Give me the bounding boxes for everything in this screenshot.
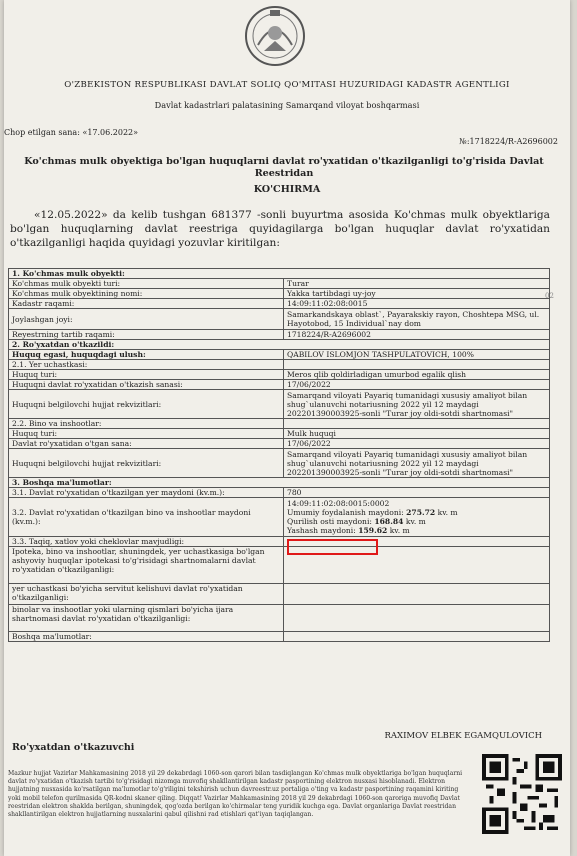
table-row: Joylashgan joyi: Samarkandskaya oblast`, Payarakskiy rayon, Choshtepa MSG, ul. Hayotobod, 15 Individual`nay dom (9, 309, 550, 330)
built-area-line: Qurilish osti maydoni: 168.84 kv. m (287, 517, 426, 526)
table-row: yer uchastkasi bo'yicha servitut kelishuvi davlat ro'yxatidan o'tkazilganligi: (9, 584, 550, 605)
table-row: Kadastr raqami: 14:09:11:02:08:0015 (9, 299, 550, 309)
table-row: Ko'chmas mulk obyektining nomi: Yakka tartibdagi uy-joy (9, 289, 550, 299)
table-row: Reyestrning tartib raqami: 1718224/R-A2696002 (9, 330, 550, 340)
useful-area-line: Umumiy foydalanish maydoni: 275.72 kv. m (287, 508, 458, 517)
print-date: Chop etilgan sana: «17.06.2022» (4, 128, 139, 137)
state-emblem-icon (244, 5, 306, 67)
section-heading: 3. Boshqa ma'lumotlar: (9, 478, 550, 488)
qr-code-icon (482, 753, 562, 835)
section-heading: 2. Ro'yxatdan o'tkazildi: (9, 340, 550, 350)
table-row: Ko'chmas mulk obyekti turi: Turar (9, 279, 550, 289)
table-row: Huquqni belgilovchi hujjat rekvizitlari: Samarqand viloyati Payariq tumanidagi xususiy amaliyot bilan shug`ulanuvchi notariusning 2022 yil 12 maydagi 202201390003925-sonli "Turar joy oldi-sotdi shartnomasi" (9, 449, 550, 478)
table-row: Davlat ro'yxatidan o'tgan sana: 17/06/2022 (9, 439, 550, 449)
land-area-value: 780 (284, 488, 550, 498)
document-sheet (4, 0, 570, 856)
document-subtitle: KO'CHIRMA (253, 184, 321, 195)
table-row: 2.2. Bino va inshootlar: (9, 419, 550, 429)
table-row: Huquq turi: Mulk huquqi (9, 429, 550, 439)
registry-table (8, 268, 550, 642)
table-row: Boshqa ma'lumotlar: (9, 632, 550, 642)
table-row: 3.2. Davlat ro'yxatidan o'tkazilgan bino va inshootlar maydoni (kv.m.): 14:09:11:02:08:0015:0002 Umumiy foydalanish maydoni: 275.72 kv. m Qurilish osti maydoni: 168.84 kv. m Yashash maydoni: 159.62 kv. m (9, 498, 550, 537)
document-number: №:1718224/R-A2696002 (459, 137, 558, 146)
page-mark: 02 (545, 292, 554, 300)
table-row: 3.1. Davlat ro'yxatidan o'tkazilgan yer maydoni (kv.m.): 780 (9, 488, 550, 498)
agency-name: O'ZBEKISTON RESPUBLIKASI DAVLAT SOLIQ QO'MITASI HUZURIDAGI KADASTR AGENTLIGI (64, 80, 510, 90)
table-row: Huquq turi: Meros qlib qoldirladigan umurbod egalik qlish (9, 370, 550, 380)
registrar-name: RAXIMOV ELBEK EGAMQULOVICH (384, 731, 542, 741)
footnote: Mazkur hujjat Vazirlar Mahkamasining 2018 yil 29 dekabrdagi 1060-son qarori bilan tasdiqlangan Ko'chmas mulk obyektlariga bo'lgan huquqlarni davlat ro'yxatidan o'tkazish tartibi to'g'risidagi nizomga muvofiq shakllantirilgan kadastr pasportining elektron nusxasi hisoblanadi. Elektron hujjatning nusxasida ko'rsatilgan ma'lumotlar to'g'riligini tekshirish uchun davreestr.uz portaliga o'ting va kadastr pasportining raqamini kiriting yoki mobil telefon qurilmasida QR-kodni skaner qiling. Diqqat! Vazirlar Mahkamasining 2018 yil 29 dekabrdagi 1060-son qaroriga muvofiq Davlat reestridan elektron shaklda berilgan, shuningdek, qog'ozda berilgan ko'chirmalar teng yuridik kuchga ega. Davlat organlariga Davlat reestridan shakllantirilgan elektron hujjatlarning nusxalarini qabul qilishni rad etishlari qat'iyan taqiqlangan. (8, 770, 463, 819)
intro-paragraph: «12.05.2022» da kelib tushgan 681377 -sonli buyurtma asosida Ko'chmas mulk obyektlariga bo'lgan huquqlarning davlat reestriga quyidagilarga bo'lgan huquqlar davlat ro'yxatidan o'tkazilganligi haqida quyidagi yozuvlar kiritilgan: (10, 209, 550, 249)
table-row: Huquqni davlat ro'yxatidan o'tkazish sanasi: 17/06/2022 (9, 380, 550, 390)
document-title: Ko'chmas mulk obyektiga bo'lgan huquqlarni davlat ro'yxatidan o'tkazilganligi to'g'risida Davlat Reestridan (24, 156, 544, 179)
table-row: Huquqni belgilovchi hujjat rekvizitlari: Samarqand viloyati Payariq tumanidagi xususiy amaliyot bilan shug`ulanuvchi notariusning 2022 yil 12 maydagi 202201390003925-sonli "Turar joy oldi-sotdi shartnomasi" (9, 390, 550, 419)
chamber-name: Davlat kadastrlari palatasining Samarqand viloyat boshqarmasi (154, 100, 420, 110)
table-row: binolar va inshootlar yoki ularning qismlari bo'yicha ijara shartnomasi davlat ro'yxatidan o'tkazilganligi: (9, 605, 550, 632)
building-code: 14:09:11:02:08:0015:0002 (287, 499, 390, 508)
table-row: Ipoteka, bino va inshootlar, shuningdek, yer uchastkasiga bo'lgan ashyoviy huquqlar ipotekasi to'g'risidagi shartnomalarni davlat ro'yxatidan o'tkazilganligi: (9, 547, 550, 584)
section-heading: 1. Ko'chmas mulk obyekti: (9, 269, 550, 279)
table-row: 2.1. Yer uchastkasi: (9, 360, 550, 370)
table-row: 3.3. Taqiq, xatlov yoki cheklovlar mavjudligi: (9, 537, 550, 547)
land-area-highlight-box (287, 539, 378, 555)
table-row: Huquq egasi, huquqdagi ulush: QABILOV ISLOMJON TASHPULATOVICH, 100% (9, 350, 550, 360)
registrar-label: Ro'yxatdan o'tkazuvchi (12, 742, 135, 753)
living-area-line: Yashash maydoni: 159.62 kv. m (287, 526, 410, 535)
